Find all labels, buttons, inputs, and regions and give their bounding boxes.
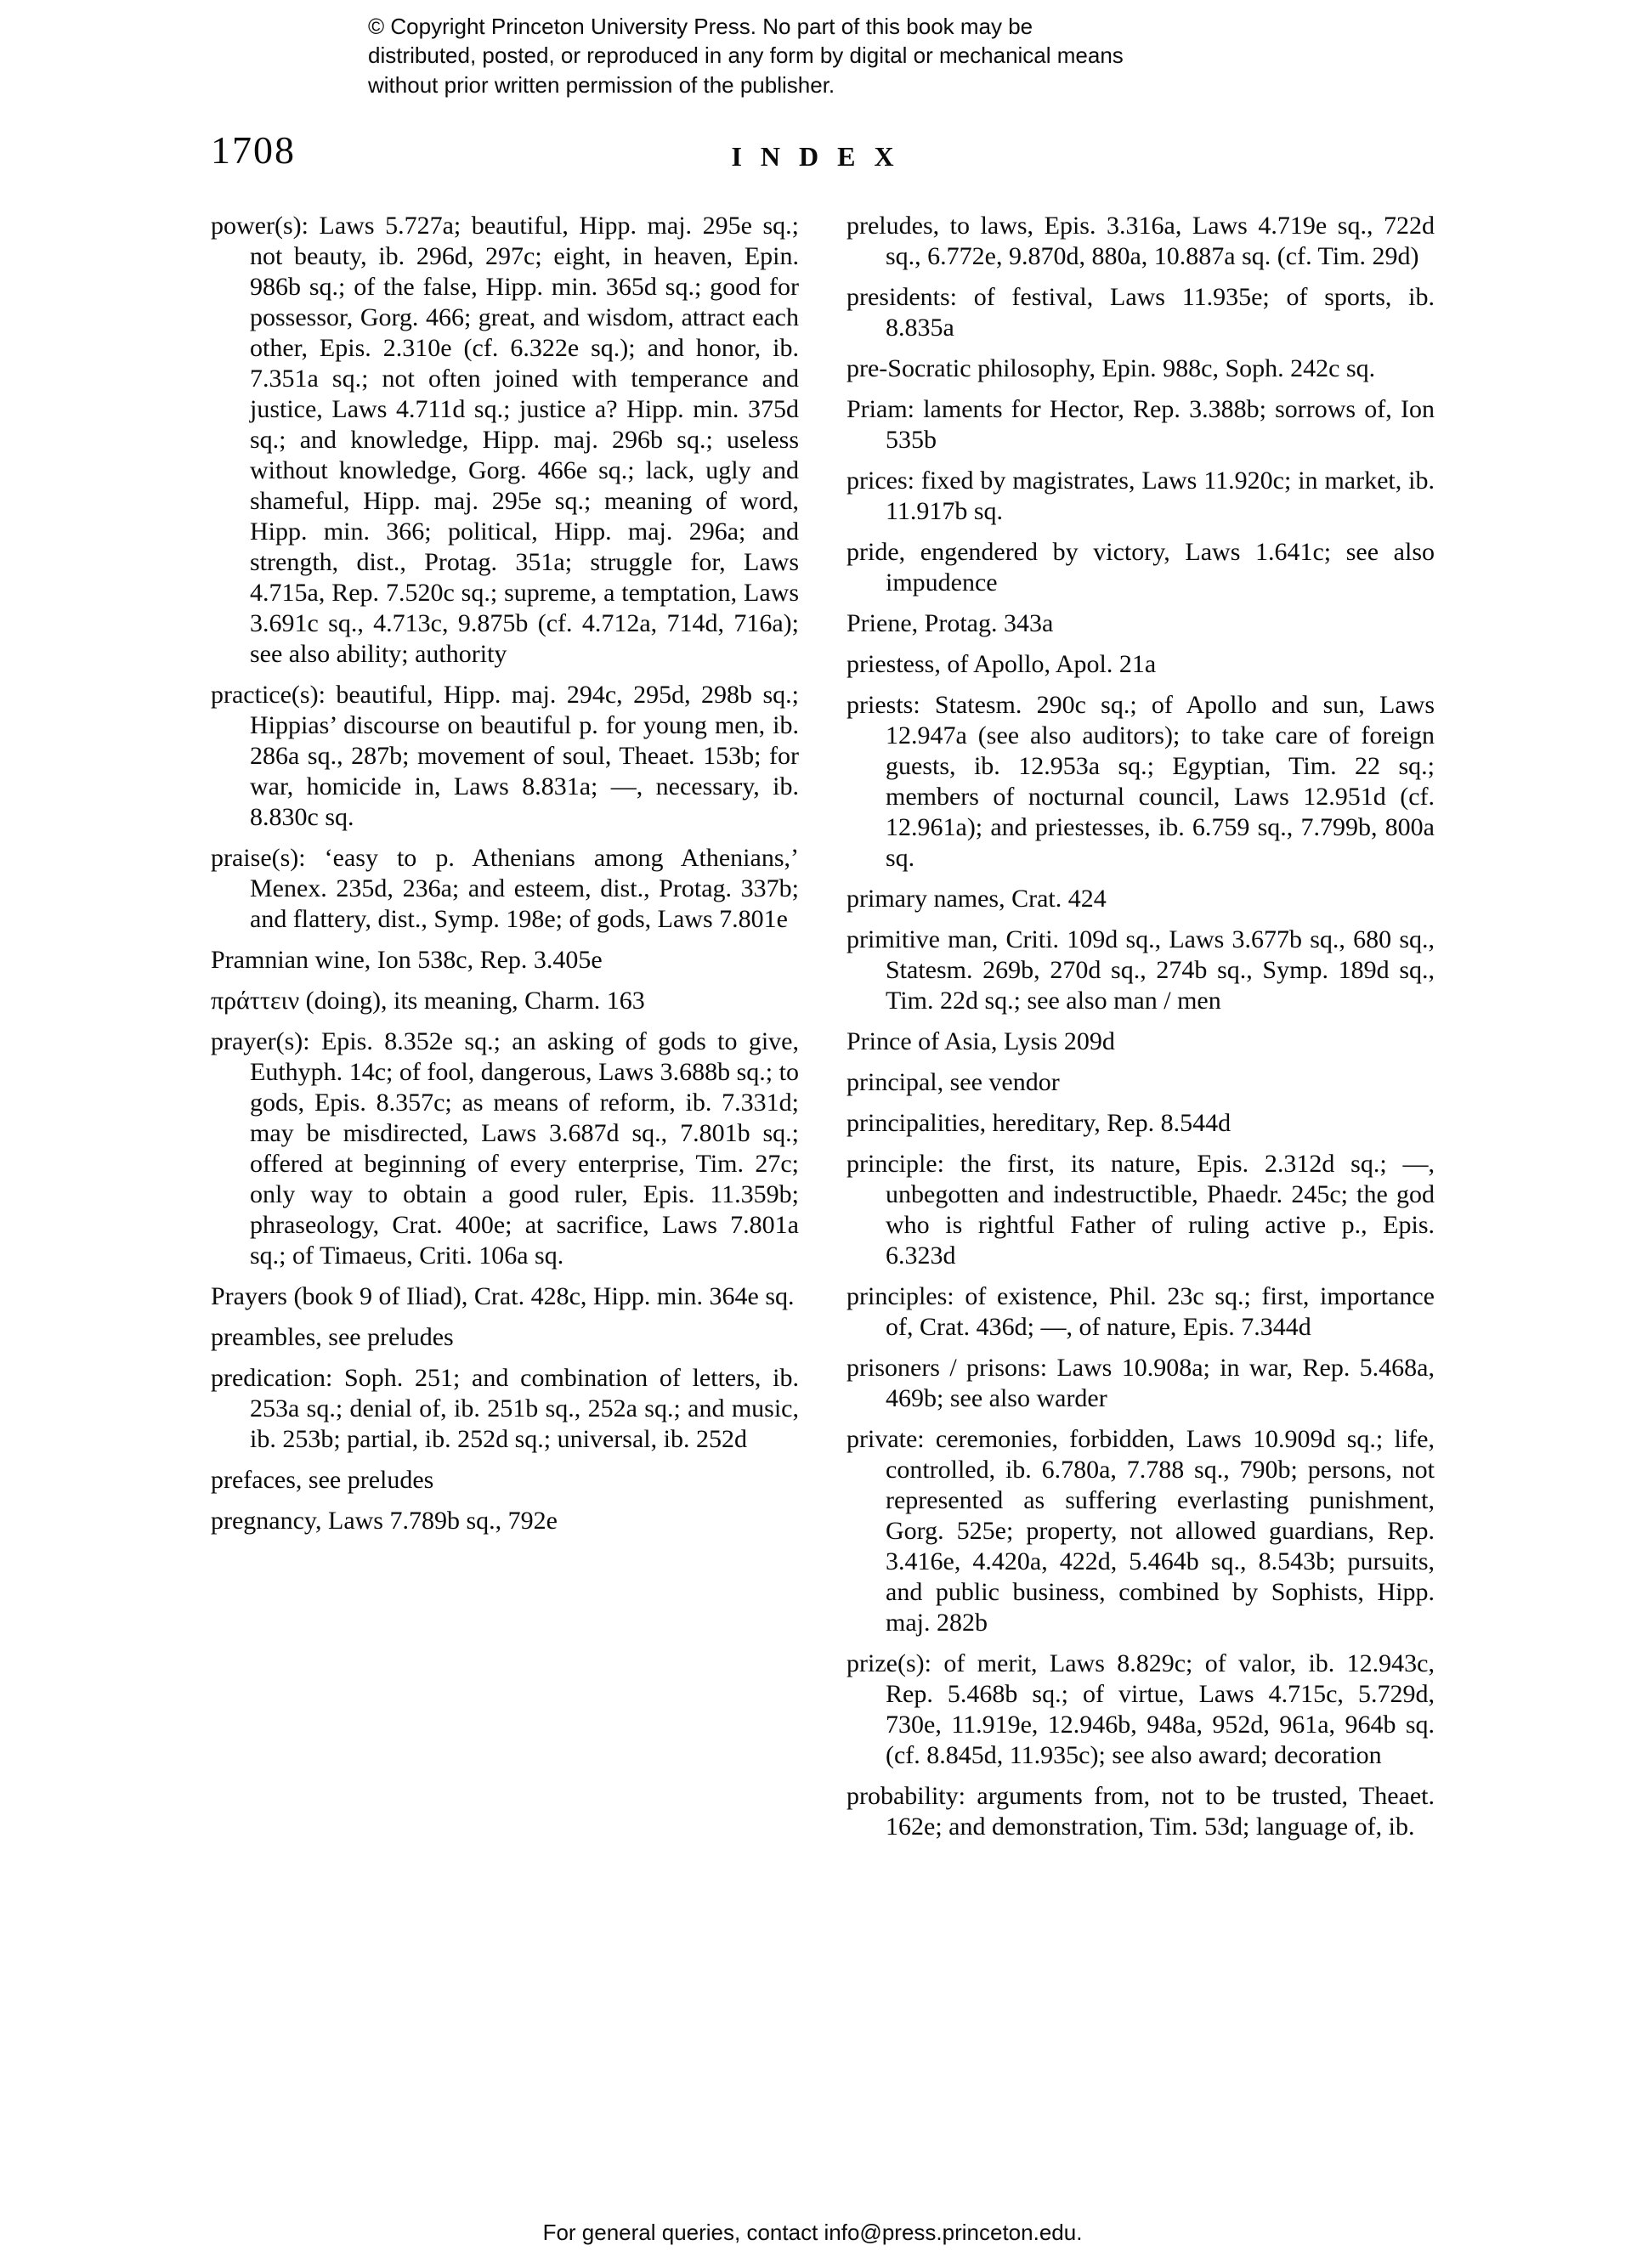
index-entry: preambles, see preludes: [211, 1323, 454, 1351]
index-entry: presidents: of festival, Laws 11.935e; of sports, ib. 8.835a: [846, 283, 1435, 342]
page-number: 1708: [211, 128, 296, 172]
index-entry: prefaces, see preludes: [211, 1466, 434, 1494]
index-entry: Prayers (book 9 of Iliad), Crat. 428c, Hipp. min. 364e sq.: [211, 1282, 795, 1310]
index-entry: private: ceremonies, forbidden, Laws 10.909d sq.; life, controlled, ib. 6.780a, 7.788 sq., 790b; persons, not represented as suffering everlasting punishment, Gorg. 525e; property, not allowed guardians, Rep. 3.416e, 4.420a, 422d, 5.464b sq., 8.543b; pursuits, and public business, combined by Sophists, Hipp. maj. 282b: [846, 1425, 1435, 1637]
footer-query-note: For general queries, contact info@press.princeton.edu.: [542, 2220, 1083, 2245]
index-entry: prices: fixed by magistrates, Laws 11.920c; in market, ib. 11.917b sq.: [846, 467, 1435, 525]
index-column-left: [211, 211, 799, 1852]
index-entry: predication: Soph. 251; and combination of letters, ib. 253a sq.; denial of, ib. 251b sq., 252a sq.; and music, ib. 253b; partial, ib. 252d sq.; universal, ib. 252d: [211, 1364, 799, 1453]
index-entry: pride, engendered by victory, Laws 1.641c; see also impudence: [846, 538, 1435, 597]
index-entry: priests: Statesm. 290c sq.; of Apollo and sun, Laws 12.947a (see also auditors); to take care of foreign guests, ib. 12.953a sq.; Egyptian, Tim. 22 sq.; members of nocturnal council, Laws 12.951d (cf. 12.961a); and priestesses, ib. 6.759 sq., 7.799b, 800a sq.: [846, 691, 1435, 872]
index-entry: prisoners / prisons: Laws 10.908a; in war, Rep. 5.468a, 469b; see also warder: [846, 1354, 1435, 1412]
index-entry: prayer(s): Epis. 8.352e sq.; an asking of gods to give, Euthyph. 14c; of fool, dangerous, Laws 3.688b sq.; to gods, Epis. 8.357c; as means of reform, ib. 7.331d; may be misdirected, Laws 3.687d sq., 7.801b sq.; offered at beginning of every enterprise, Tim. 27c; only way to obtain a good ruler, Epis. 11.359b; phraseology, Crat. 400e; at sacrifice, Laws 7.801a sq.; of Timaeus, Criti. 106a sq.: [211, 1027, 799, 1270]
index-entry: primary names, Crat. 424: [846, 885, 1107, 913]
index-entry: preludes, to laws, Epis. 3.316a, Laws 4.719e sq., 722d sq., 6.772e, 9.870d, 880a, 10.887a sq. (cf. Tim. 29d): [846, 212, 1435, 270]
index-entry: prize(s): of merit, Laws 8.829c; of valor, ib. 12.943c, Rep. 5.468b sq.; of virtue, Laws 4.715c, 5.729d, 730e, 11.919e, 12.946b, 948a, 952d, 961a, 964b sq. (cf. 8.845d, 11.935c); see also award; decoration: [846, 1649, 1435, 1769]
index-entry: principles: of existence, Phil. 23c sq.; first, importance of, Crat. 436d; —, of nature, Epis. 7.344d: [846, 1282, 1435, 1341]
index-entry: probability: arguments from, not to be trusted, Theaet. 162e; and demonstration, Tim. 53d; language of, ib.: [846, 1782, 1435, 1841]
index-entry: principle: the first, its nature, Epis. 2.312d sq.; —, unbegotten and indestructible, Phaedr. 245c; the god who is rightful Father of ruling active p., Epis. 6.323d: [846, 1150, 1435, 1270]
index-entry: praise(s): ‘easy to p. Athenians among Athenians,’ Menex. 235d, 236a; and esteem, dist., Protag. 337b; and flattery, dist., Symp. 198e; of gods, Laws 7.801e: [211, 844, 799, 933]
copyright-notice: © Copyright Princeton University Press. No part of this book may be distributed, posted, or reproduced in any form by digital or mechanical means without prior written permission of the publisher.: [368, 14, 1124, 98]
index-entry: power(s): Laws 5.727a; beautiful, Hipp. maj. 295e sq.; not beauty, ib. 296d, 297c; eight, in heaven, Epin. 986b sq.; of the false, Hipp. min. 365d sq.; good for possessor, Gorg. 466; great, and wisdom, attract each other, Epis. 2.310e (cf. 6.322e sq.); and honor, ib. 7.351a sq.; not often joined with temperance and justice, Laws 4.711d sq.; justice a? Hipp. min. 375d sq.; and knowledge, Hipp. maj. 296b sq.; useless without knowledge, Gorg. 466e sq.; lack, ugly and shameful, Hipp. maj. 295e sq.; meaning of word, Hipp. min. 366; political, Hipp. maj. 296a; and strength, dist., Protag. 351a; struggle for, Laws 4.715a, Rep. 7.520c sq.; supreme, a temptation, Laws 3.691c sq., 4.713c, 9.875b (cf. 4.712a, 714d, 716a); see also ability; authority: [211, 212, 799, 668]
index-column-right: [846, 211, 1435, 1852]
index-entry: pre-Socratic philosophy, Epin. 988c, Soph. 242c sq.: [846, 354, 1376, 382]
index-entry: Priene, Protag. 343a: [846, 609, 1054, 637]
index-entry: Prince of Asia, Lysis 209d: [846, 1027, 1115, 1055]
index-entry: pregnancy, Laws 7.789b sq., 792e: [211, 1507, 558, 1535]
index-entry: principalities, hereditary, Rep. 8.544d: [846, 1109, 1231, 1137]
index-entry: Pramnian wine, Ion 538c, Rep. 3.405e: [211, 946, 603, 974]
index-columns: [211, 211, 1435, 1852]
page-title: INDEX: [731, 141, 913, 172]
index-entry: practice(s): beautiful, Hipp. maj. 294c, 295d, 298b sq.; Hippias’ discourse on beautiful p. for young men, ib. 286a sq., 287b; movement of soul, Theaet. 153b; for war, homicide in, Laws 8.831a; —, necessary, ib. 8.830c sq.: [211, 681, 799, 831]
index-entry: πράττειν (doing), its meaning, Charm. 163: [211, 987, 645, 1015]
index-entry: primitive man, Criti. 109d sq., Laws 3.677b sq., 680 sq., Statesm. 269b, 270d sq., 274b sq., Symp. 189d sq., Tim. 22d sq.; see also man / men: [846, 925, 1435, 1015]
index-entry: Priam: laments for Hector, Rep. 3.388b; sorrows of, Ion 535b: [846, 395, 1435, 454]
index-entry: priestess, of Apollo, Apol. 21a: [846, 650, 1157, 678]
index-entry: principal, see vendor: [846, 1068, 1060, 1096]
